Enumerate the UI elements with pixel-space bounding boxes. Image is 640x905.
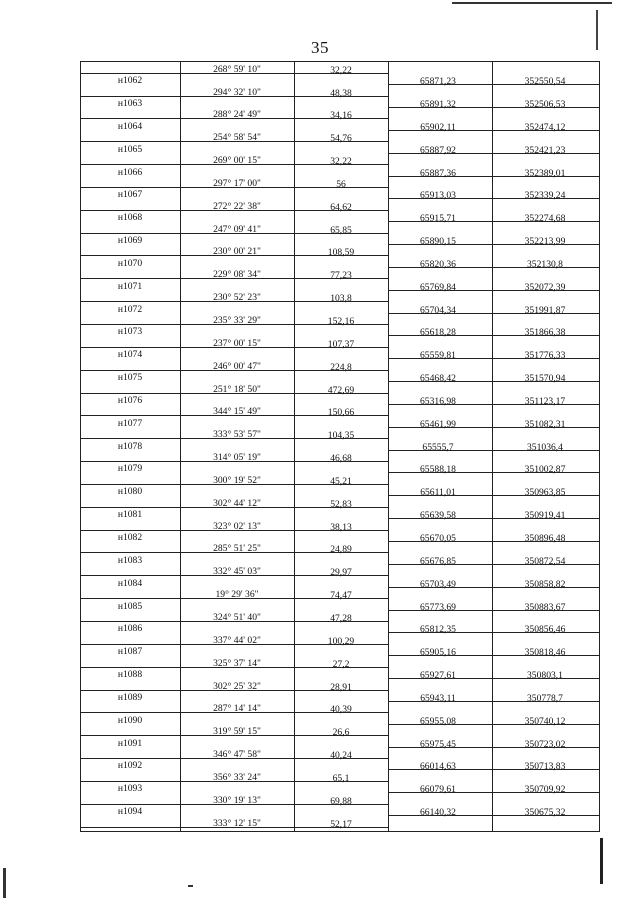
table-row-line [80, 598, 180, 599]
table-column-line [294, 61, 295, 832]
scan-right-mark-bottom [600, 838, 603, 884]
coordinate-x: 65555,7 [422, 442, 454, 453]
segment-distance: 65,85 [330, 225, 352, 236]
segment-distance: 27,2 [332, 659, 350, 670]
coordinate-x: 65703,49 [420, 579, 456, 590]
table-row-line [80, 552, 180, 553]
segment-distance: 104,35 [327, 430, 355, 441]
point-name: н1070 [117, 258, 143, 269]
segment-distance: 54,76 [330, 133, 352, 144]
coordinate-y: 352072,39 [524, 282, 566, 293]
segment-angle: 319° 59' 15" [213, 726, 261, 737]
table-top-border [80, 61, 600, 62]
table-row-line [80, 827, 180, 828]
coordinate-y: 350740,12 [524, 716, 566, 727]
point-name: н1082 [117, 532, 143, 543]
table-row-line [80, 507, 180, 508]
coordinate-x: 65887,36 [420, 168, 456, 179]
table-row-line [80, 96, 180, 97]
segment-angle: 325° 37' 14" [213, 658, 261, 669]
coordinate-x: 65820,36 [420, 259, 456, 270]
point-name: н1062 [117, 75, 143, 86]
segment-angle: 229° 08' 34" [213, 269, 261, 280]
point-name: н1071 [117, 281, 143, 292]
segment-angle: 272° 22' 38" [213, 201, 261, 212]
point-name: н1086 [117, 623, 143, 634]
coordinate-y: 350713,83 [524, 761, 566, 772]
point-name: н1094 [117, 806, 143, 817]
coordinate-x: 65975,45 [420, 739, 456, 750]
coordinate-x: 65461,99 [420, 419, 456, 430]
segment-angle: 356° 33' 24" [213, 772, 261, 783]
table-row-line [80, 141, 180, 142]
point-name: н1083 [117, 555, 143, 566]
segment-distance: 46,68 [330, 453, 352, 464]
coordinate-y: 350919,41 [524, 510, 566, 521]
point-name: н1084 [117, 578, 143, 589]
table-row-line [80, 164, 180, 165]
table-row-line [80, 530, 180, 531]
coordinate-x: 65639,58 [420, 510, 456, 521]
segment-angle: 254° 58' 54" [213, 132, 261, 143]
table-row-line [80, 73, 180, 74]
coordinate-x: 65891,32 [420, 99, 456, 110]
table-row-line [80, 370, 180, 371]
coordinate-y: 351570,94 [524, 373, 566, 384]
coordinate-x: 65618,28 [420, 327, 456, 338]
segment-distance: 32,22 [330, 156, 352, 167]
coordinate-x: 65812,35 [420, 624, 456, 635]
segment-distance: 52,17 [330, 819, 352, 830]
table-row-line [80, 667, 180, 668]
table-row-line [80, 393, 180, 394]
coordinate-x: 65676,85 [420, 556, 456, 567]
coordinate-x: 65769,84 [420, 282, 456, 293]
segment-angle: 333° 12' 15" [213, 818, 261, 829]
point-name: н1093 [117, 783, 143, 794]
segment-distance: 152,16 [327, 316, 355, 327]
coordinate-y: 350963,85 [524, 487, 566, 498]
point-name: н1067 [117, 189, 143, 200]
coordinate-x: 65915,71 [420, 213, 456, 224]
table-row-line [80, 758, 180, 759]
point-name: н1085 [117, 601, 143, 612]
table-row-line [80, 575, 180, 576]
coordinate-y: 352213,99 [524, 236, 566, 247]
point-name: н1080 [117, 486, 143, 497]
coordinate-x: 65704,34 [420, 305, 456, 316]
segment-angle: 324° 51' 40" [213, 612, 261, 623]
coordinate-y: 352339,24 [524, 190, 566, 201]
segment-angle: 285° 51' 25" [213, 543, 261, 554]
segment-distance: 74,47 [330, 590, 352, 601]
segment-distance: 38,13 [330, 522, 352, 533]
table-row-line [80, 210, 180, 211]
segment-distance: 107,37 [327, 339, 355, 350]
table-row-line [80, 324, 180, 325]
scan-top-line [452, 2, 612, 4]
segment-angle: 294° 32' 10" [213, 87, 261, 98]
segment-angle: 332° 45' 03" [213, 566, 261, 577]
coordinate-y: 350818,46 [524, 647, 566, 658]
segment-angle: 230° 00' 21" [213, 246, 261, 257]
coordinate-y: 351123,17 [524, 396, 566, 407]
scan-left-mark [3, 868, 6, 898]
coordinate-x: 65887,92 [420, 145, 456, 156]
point-name: н1091 [117, 738, 143, 749]
point-name: н1075 [117, 372, 143, 383]
table-row-line [80, 233, 180, 234]
segment-angle: 237° 00' 15" [213, 338, 261, 349]
point-name: н1077 [117, 418, 143, 429]
segment-angle: 246° 00' 47" [213, 361, 261, 372]
coordinate-x: 65902,11 [420, 122, 456, 133]
segment-angle: 302° 25' 32" [213, 681, 261, 692]
segment-distance: 472,69 [327, 385, 355, 396]
table-row-line [80, 118, 180, 119]
segment-distance: 103,8 [330, 293, 352, 304]
coordinate-y: 351776,33 [524, 350, 566, 361]
segment-angle: 337° 44' 02" [213, 635, 261, 646]
coordinate-y: 350896,48 [524, 533, 566, 544]
coordinate-y: 350883,67 [524, 602, 566, 613]
coordinate-x: 65871,23 [420, 76, 456, 87]
segment-distance: 64,62 [330, 202, 352, 213]
coordinate-y: 351991,87 [524, 305, 566, 316]
table-row-line [80, 804, 180, 805]
segment-angle: 314° 05' 19" [213, 452, 261, 463]
point-name: н1087 [117, 646, 143, 657]
segment-distance: 56 [336, 179, 346, 190]
table-row-line [80, 415, 180, 416]
coordinate-y: 350723,02 [524, 739, 566, 750]
table-bottom-border [80, 831, 600, 832]
coordinate-x: 65559,81 [420, 350, 456, 361]
coordinate-x: 65670,05 [420, 533, 456, 544]
coordinate-y: 350675,32 [524, 807, 566, 818]
table-row-line [80, 781, 180, 782]
coordinate-x: 65773,69 [420, 602, 456, 613]
point-name: н1063 [117, 98, 143, 109]
segment-angle: 287° 14' 14" [213, 703, 261, 714]
table-row-line [80, 690, 180, 691]
point-name: н1073 [117, 326, 143, 337]
point-name: н1079 [117, 463, 143, 474]
coordinate-y: 352474,12 [524, 122, 566, 133]
segment-angle: 346° 47' 58" [213, 749, 261, 760]
page-number: 35 [311, 38, 329, 57]
coordinate-y: 350803,1 [527, 670, 563, 681]
segment-distance: 224,8 [330, 362, 352, 373]
point-name: н1076 [117, 395, 143, 406]
segment-distance: 77,23 [330, 270, 352, 281]
table-column-line [180, 61, 181, 832]
coordinate-x: 65913,03 [420, 190, 456, 201]
segment-distance: 47,28 [330, 613, 352, 624]
coordinate-y: 350709,92 [524, 784, 566, 795]
coordinate-y: 352550,54 [524, 76, 566, 87]
point-name: н1068 [117, 212, 143, 223]
table-row-line [80, 735, 180, 736]
segment-angle: 230° 52' 23" [213, 292, 261, 303]
segment-distance: 26,6 [332, 727, 350, 738]
segment-distance: 40,39 [330, 704, 352, 715]
segment-angle: 247° 09' 41" [213, 224, 261, 235]
point-name: н1069 [117, 235, 143, 246]
segment-angle: 235° 33' 29" [213, 315, 261, 326]
table-row-line [80, 347, 180, 348]
coordinate-x: 65316,98 [420, 396, 456, 407]
coordinate-y: 350856,46 [524, 624, 566, 635]
point-name: н1066 [117, 167, 143, 178]
table-row-line [80, 644, 180, 645]
point-name: н1081 [117, 509, 143, 520]
segment-angle: 268° 59' 10" [213, 64, 261, 75]
segment-distance: 29,97 [330, 567, 352, 578]
segment-angle: 269° 00' 15" [213, 155, 261, 166]
segment-angle: 300° 19' 52" [213, 475, 261, 486]
segment-angle: 302° 44' 12" [213, 498, 261, 509]
segment-angle: 333° 53' 57" [213, 429, 261, 440]
segment-angle: 344° 15' 49" [213, 406, 261, 417]
table-row-line [80, 621, 180, 622]
table-row-line [80, 484, 180, 485]
point-name: н1074 [117, 349, 143, 360]
segment-distance: 28,91 [330, 682, 352, 693]
segment-angle: 288° 24' 49" [213, 109, 261, 120]
point-name: н1064 [117, 121, 143, 132]
coordinate-x: 65927,61 [420, 670, 456, 681]
segment-angle: 330° 19' 13" [213, 795, 261, 806]
segment-angle: 323° 02' 13" [213, 521, 261, 532]
segment-distance: 69,88 [330, 796, 352, 807]
point-name: н1088 [117, 669, 143, 680]
coordinate-x: 65588,18 [420, 464, 456, 475]
table-row-line [80, 301, 180, 302]
point-name: н1078 [117, 441, 143, 452]
coordinate-x: 66079,61 [420, 784, 456, 795]
point-name: н1092 [117, 760, 143, 771]
segment-distance: 40,24 [330, 750, 352, 761]
point-name: н1072 [117, 304, 143, 315]
coordinate-y: 352274,68 [524, 213, 566, 224]
point-name: н1065 [117, 144, 143, 155]
coordinate-y: 350872,54 [524, 556, 566, 567]
coordinate-y: 351866,38 [524, 327, 566, 338]
table-row-line [80, 187, 180, 188]
segment-distance: 108,59 [327, 247, 355, 258]
coordinate-x: 65890,15 [420, 236, 456, 247]
table-row-line [80, 712, 180, 713]
coordinates-table [80, 61, 600, 832]
segment-distance: 52,83 [330, 499, 352, 510]
coordinate-x: 65611,01 [420, 487, 456, 498]
coordinate-y: 352389,01 [524, 168, 566, 179]
coordinate-y: 351002,87 [524, 464, 566, 475]
coordinate-x: 65943,11 [420, 693, 456, 704]
coordinate-y: 352130,8 [527, 259, 563, 270]
point-name: н1090 [117, 715, 143, 726]
scan-speck [188, 885, 193, 887]
segment-distance: 65,1 [332, 773, 350, 784]
table-row-line [80, 461, 180, 462]
segment-distance: 24,89 [330, 544, 352, 555]
coordinate-x: 65955,08 [420, 716, 456, 727]
segment-distance: 100,29 [327, 636, 355, 647]
coordinate-y: 350858,82 [524, 579, 566, 590]
segment-distance: 45,21 [330, 476, 352, 487]
table-row-line [80, 255, 180, 256]
coordinate-y: 352506,53 [524, 99, 566, 110]
coordinate-y: 352421,23 [524, 145, 566, 156]
table-row-line [80, 438, 180, 439]
coordinate-x: 66014,63 [420, 761, 456, 772]
segment-distance: 32,22 [330, 65, 352, 76]
coordinate-y: 350778,7 [527, 693, 563, 704]
segment-angle: 297° 17' 00" [213, 178, 261, 189]
coordinate-x: 66140,32 [420, 807, 456, 818]
coordinate-x: 65468,42 [420, 373, 456, 384]
coordinate-y: 351036,4 [527, 442, 563, 453]
segment-distance: 34,16 [330, 110, 352, 121]
segment-angle: 19° 29' 36" [215, 589, 259, 600]
segment-distance: 48,38 [330, 88, 352, 99]
coordinate-y: 351082,31 [524, 419, 566, 430]
table-row-line [80, 278, 180, 279]
segment-angle: 251° 18' 50" [213, 384, 261, 395]
point-name: н1089 [117, 692, 143, 703]
coordinate-x: 65905,16 [420, 647, 456, 658]
segment-distance: 150,66 [327, 407, 355, 418]
